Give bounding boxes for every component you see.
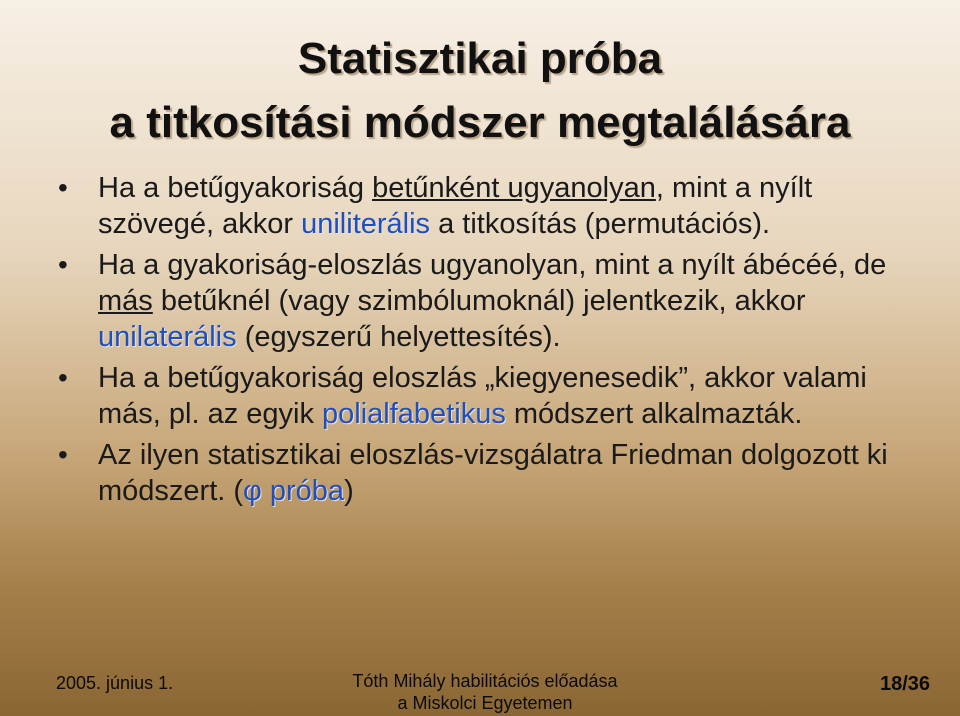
bullet-dot-icon: • — [58, 439, 68, 470]
bullet-text: Ha a betűgyakoriság — [98, 172, 373, 204]
bullet-text: módszert alkalmazták. — [505, 398, 803, 430]
bullet-list — [56, 170, 936, 514]
bullet-text: ) — [344, 475, 354, 507]
highlighted-term: uniliterális — [301, 208, 431, 240]
bullet-text: Ha a betűgyakoriság eloszlás „kiegyenesedik”, akkor valami más, pl. az egyik — [98, 362, 867, 430]
bullet-item-1 — [56, 170, 936, 242]
page-number: 18/36 — [880, 673, 931, 695]
footer-presenter — [300, 670, 670, 714]
footer-date: 2005. június 1. — [56, 673, 174, 693]
underlined-text: betűnként ugyanolyan — [372, 172, 656, 204]
highlighted-term: polialfabetikus — [322, 398, 506, 430]
bullet-text: Ha a gyakoriság-eloszlás ugyanolyan, mint a nyílt ábécéé, de — [98, 249, 887, 281]
highlighted-term: unilaterális — [98, 321, 237, 353]
bullet-item-2 — [56, 247, 936, 355]
underlined-text: más — [98, 285, 153, 317]
highlighted-term: φ próba — [243, 475, 345, 507]
bullet-dot-icon: • — [58, 249, 68, 280]
bullet-dot-icon: • — [58, 172, 68, 203]
bullet-text: a titkosítás (permutációs). — [430, 208, 771, 240]
footer-presenter-line-1: Tóth Mihály habilitációs előadása — [352, 671, 618, 691]
bullet-item-4 — [56, 437, 936, 509]
bullet-text: Az ilyen statisztikai eloszlás-vizsgálatra Friedman dolgozott ki módszert. ( — [98, 439, 888, 507]
bullet-text: (egyszerű helyettesítés). — [236, 321, 561, 353]
bullet-text: betűknél (vagy szimbólumoknál) jelentkezik, akkor — [152, 285, 806, 317]
bullet-text: , mint a nyílt szövegé, akkor — [98, 172, 813, 240]
slide-title-line-2: a titkosítási módszer megtalálására — [109, 98, 851, 147]
slide-title-line-1: Statisztikai próba — [297, 34, 663, 83]
bullet-item-3 — [56, 360, 936, 432]
bullet-dot-icon: • — [58, 362, 68, 393]
footer-presenter-line-2: a Miskolci Egyetemen — [397, 693, 573, 713]
